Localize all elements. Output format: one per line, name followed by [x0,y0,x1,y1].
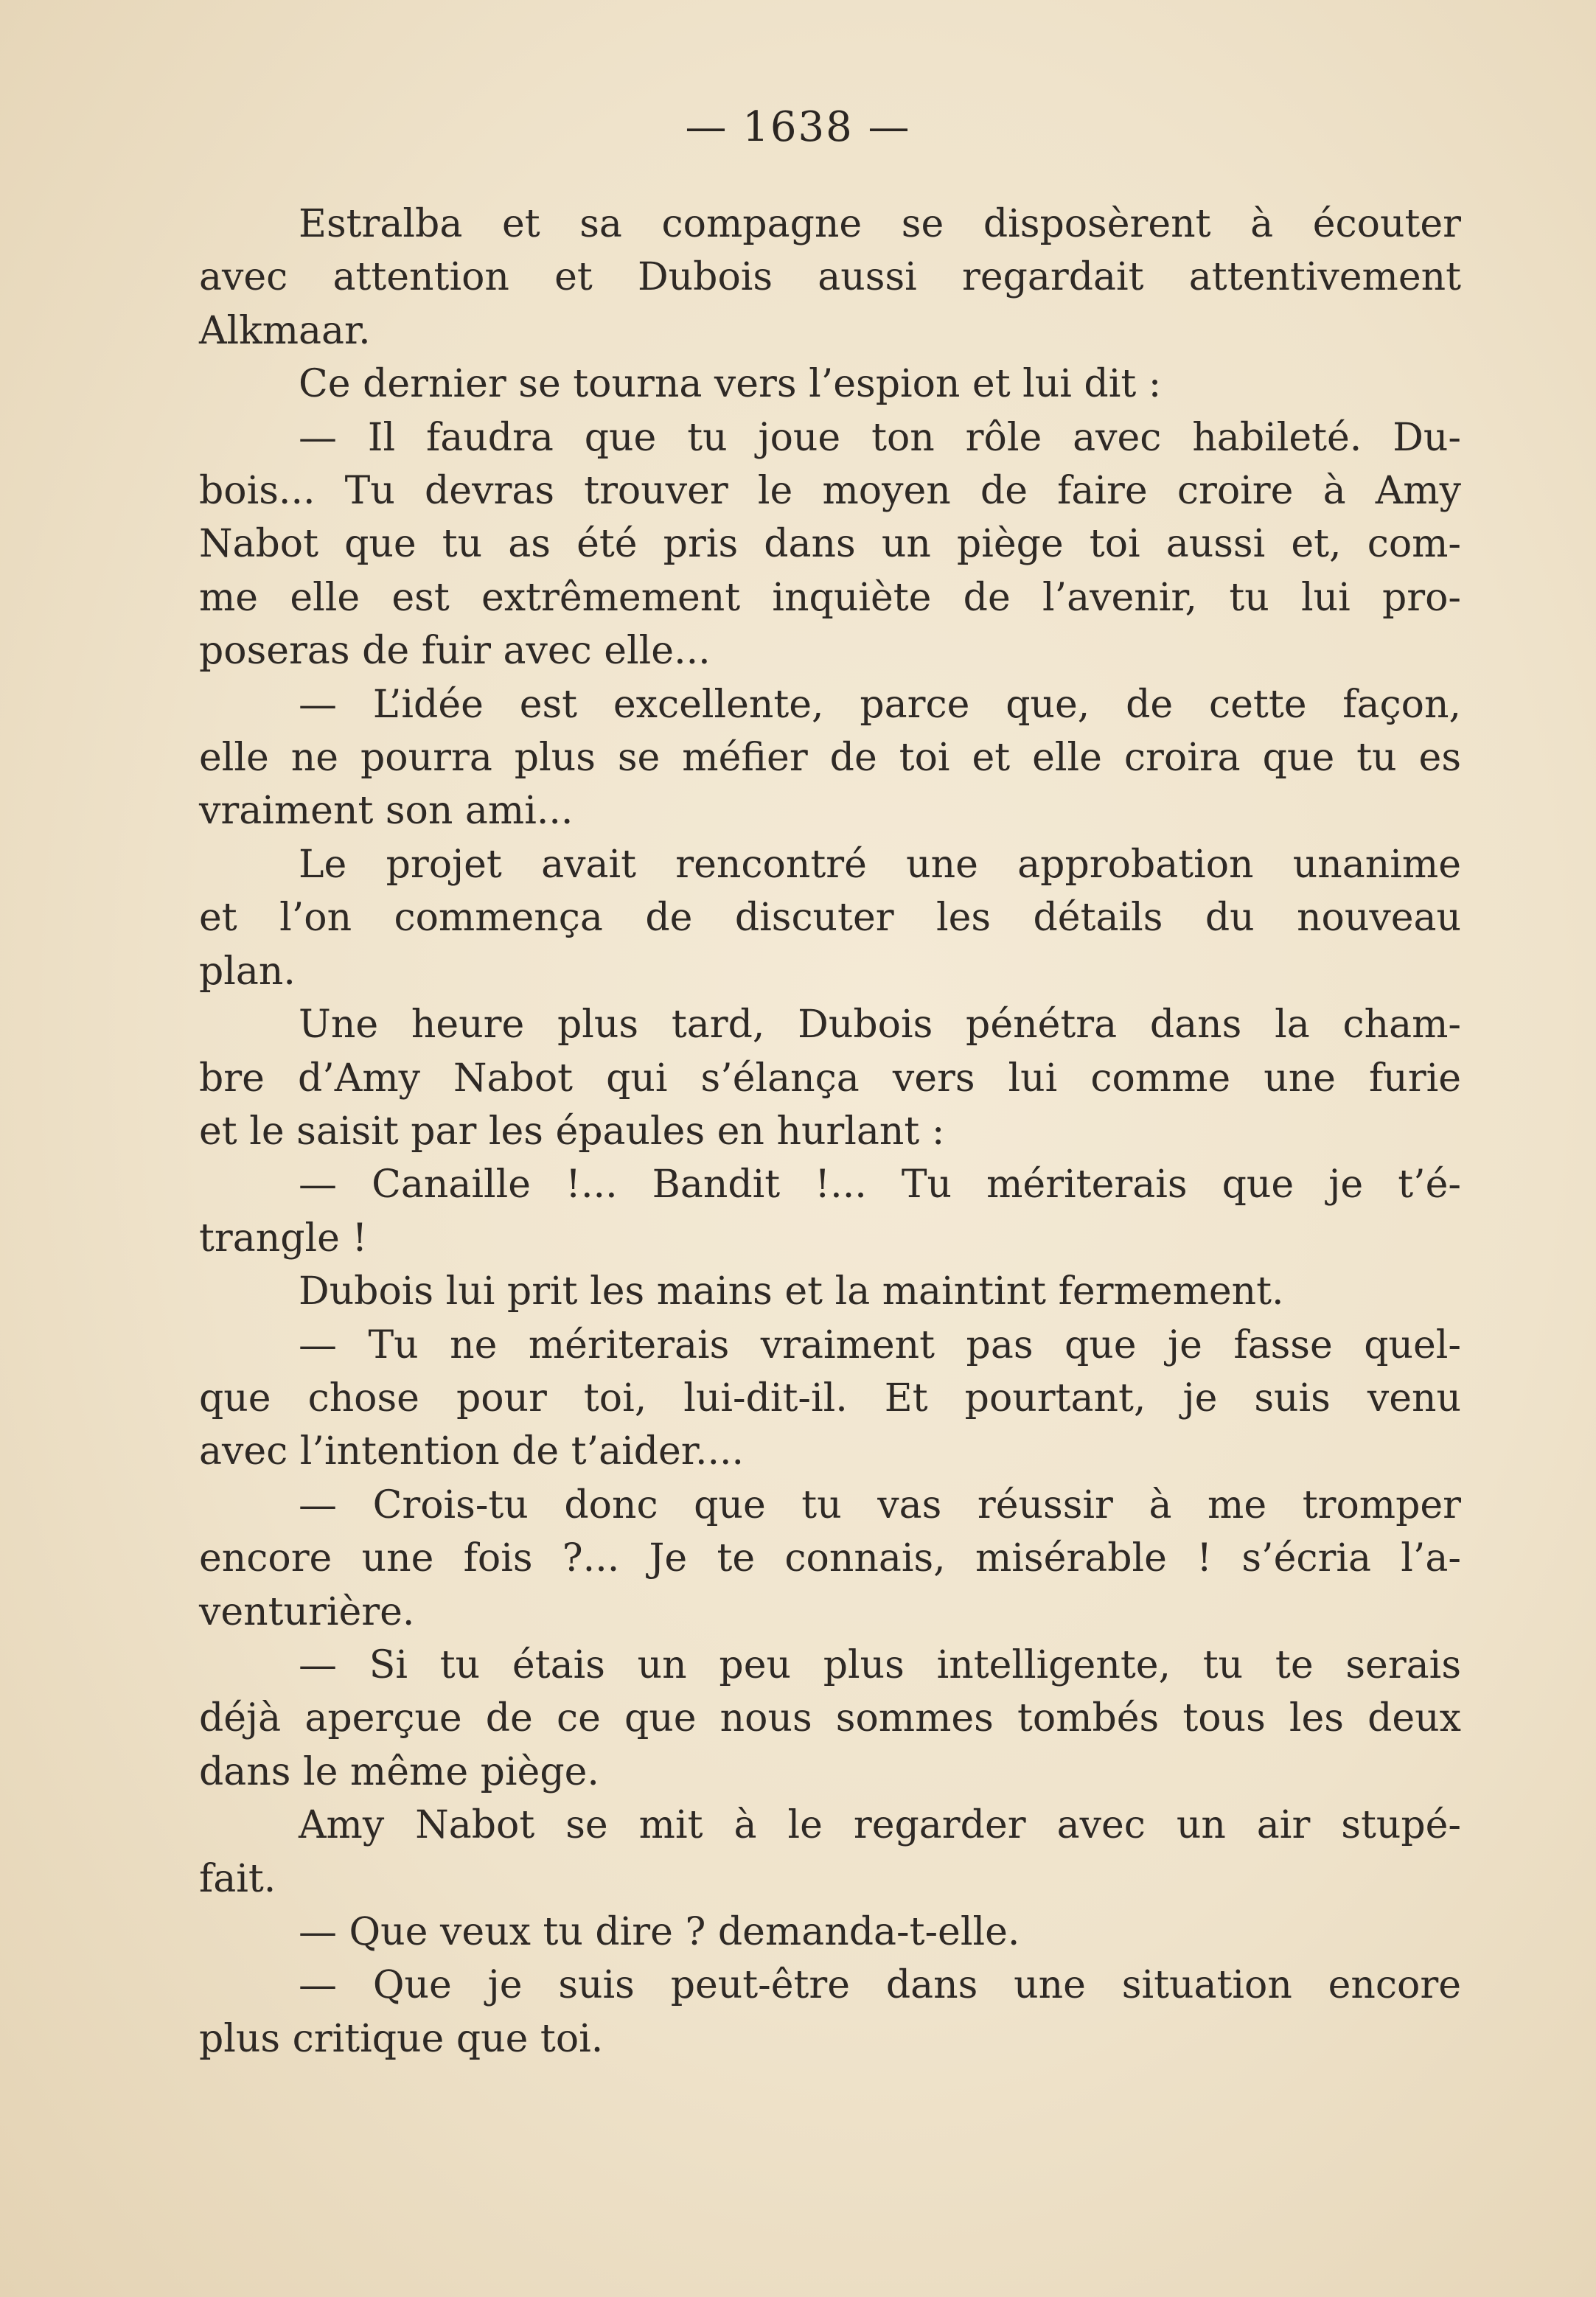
text-line: Amy Nabot se mit à le regarder avec un air stupé- [299,1803,1461,1848]
text-line: — Si tu étais un peu plus intelligente, tu te serais [299,1642,1461,1687]
text-line: me elle est extrêmement inquiète de l’avenir, tu lui pro- [199,575,1461,620]
body-text [199,198,1461,2066]
text-line: trangle ! [199,1216,368,1261]
text-line: venturière. [199,1589,415,1634]
page-number: — 1638 — [685,103,911,151]
text-line: — Il faudra que tu joue ton rôle avec habileté. Du- [299,415,1461,460]
text-line: — Crois-tu donc que tu vas réussir à me tromper [299,1482,1461,1527]
text-line: Dubois lui prit les mains et la maintint fermement. [299,1269,1284,1314]
text-line: Une heure plus tard, Dubois pénétra dans la cham- [299,1003,1461,1048]
text-line: avec l’intention de t’aider.... [199,1429,745,1474]
text-line: fait. [199,1856,276,1901]
text-line: Alkmaar. [199,308,371,353]
text-line: plan. [199,949,296,994]
text-line: — L’idée est excellente, parce que, de cette façon, [299,682,1461,727]
text-line: dans le même piège. [199,1749,599,1794]
text-line: encore une fois ?... Je te connais, misérable ! s’écria l’a- [199,1536,1461,1581]
text-line: — Que veux tu dire ? demanda-t-elle. [299,1910,1020,1954]
text-line: — Canaille !... Bandit !... Tu mériterais que je t’é- [299,1163,1461,1207]
text-line: que chose pour toi, lui-dit-il. Et pourtant, je suis venu [199,1376,1461,1421]
text-line: vraiment son ami... [199,789,574,834]
text-line: bre d’Amy Nabot qui s’élança vers lui comme une furie [199,1056,1461,1101]
text-line: bois... Tu devras trouver le moyen de faire croire à Amy [199,469,1461,514]
text-line: Nabot que tu as été pris dans un piège toi aussi et, com- [199,522,1461,567]
text-line: déjà aperçue de ce que nous sommes tombés tous les deux [199,1696,1461,1741]
text-line: plus critique que toi. [199,2016,604,2061]
text-line: Le projet avait rencontré une approbation unanime [299,842,1461,887]
text-line: — Tu ne mériterais vraiment pas que je fasse quel- [299,1322,1461,1367]
text-line: poseras de fuir avec elle... [199,629,711,674]
text-line: et l’on commença de discuter les détails du nouveau [199,896,1461,941]
text-line: Estralba et sa compagne se disposèrent à écouter [299,202,1461,246]
text-line: avec attention et Dubois aussi regardait attentivement [199,255,1461,300]
text-line: Ce dernier se tourna vers l’espion et lui dit : [299,362,1162,407]
text-line: et le saisit par les épaules en hurlant : [199,1109,945,1154]
text-line: — Que je suis peut-être dans une situation encore [299,1963,1461,2008]
text-line: elle ne pourra plus se méfier de toi et elle croira que tu es [199,736,1461,781]
